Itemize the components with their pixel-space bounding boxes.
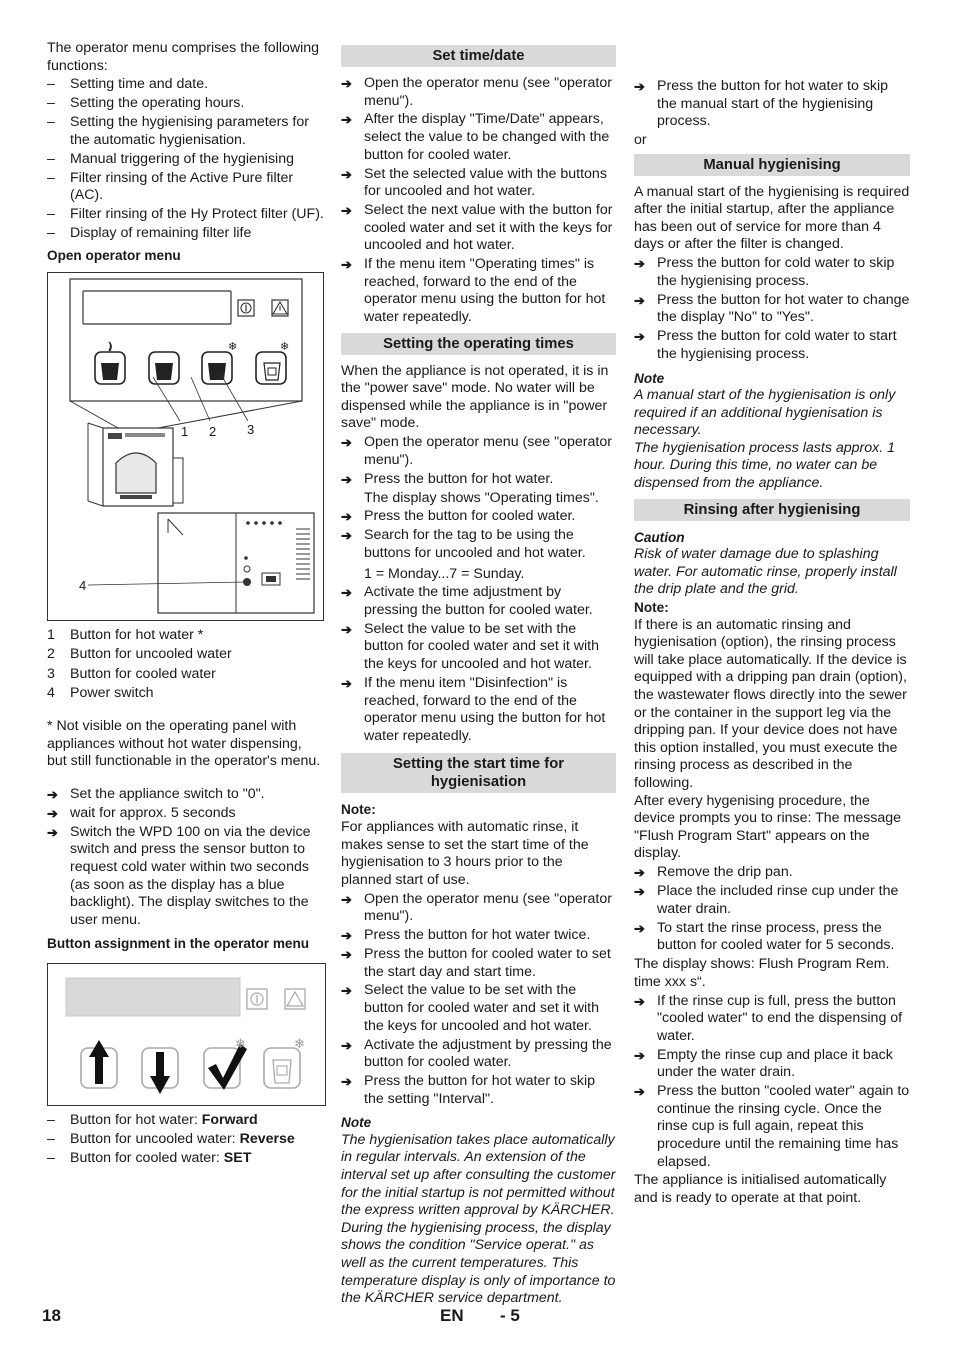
legend-item: 4 Power switch xyxy=(47,684,154,701)
step-item: ➔ Press the button for cooled water to set the start day and start time. xyxy=(341,946,616,981)
footnote: * Not visible on the operating panel with appliances without hot water dispensing, but still functionable in the operator's menu. xyxy=(47,717,321,770)
arrow-up-icon xyxy=(89,1040,109,1084)
step-item: ➔ Set the appliance switch to "0". xyxy=(47,786,324,804)
intro-text: The operator menu comprises the following functions: xyxy=(47,40,320,74)
step-item: ➔ Open the operator menu (see "operator menu"). xyxy=(341,75,616,110)
open-menu-heading: Open operator menu xyxy=(47,247,181,263)
section-heading-manual-hygienising: Manual hygienising xyxy=(634,154,910,176)
paragraph: If there is an automatic rinsing and hygienisation (option), the rinsing process will take place automatically. If the device is equipped with a dripping pan drain (option), the wastewater flows directly into the sewer or the container in the support leg via the dripping pan. If your device does not have this option installed, you must execute the rinsing process as described in the following. xyxy=(634,616,907,791)
step-item: ➔ Switch the WPD 100 on via the device switch and press the sensor button to request cold water within two seconds (as soon as the display has a blue backlight). The display switches to the user menu. xyxy=(47,824,324,930)
step-item: ➔ To start the rinse process, press the button for cooled water for 5 seconds. xyxy=(634,920,910,955)
list-item: – Setting the operating hours. xyxy=(47,95,324,113)
step-item: ➔ Activate the time adjustment by pressing the button for cooled water. xyxy=(341,584,616,619)
paragraph: When the appliance is not operated, it is in the "power save" mode. No water will be dispensed while the appliance is in "power save" mode. xyxy=(341,362,609,432)
step-item: ➔ Select the value to be set with the button for cooled water and set it with the keys for uncooled and hot water. xyxy=(341,621,616,674)
paragraph: The appliance is initialised automatically and is ready to operate at that point. xyxy=(634,1172,887,1206)
figure-legend xyxy=(47,627,324,702)
step-item: ➔ Press the button for hot water to skip the setting "Interval". xyxy=(341,1073,616,1108)
step-item: ➔ Select the value to be set with the button for cooled water and set it with the keys for uncooled and hot water. xyxy=(341,982,616,1035)
paragraph: After every hygenising procedure, the device prompts you to rinse: The message "Flush Program Start" appears on the display. xyxy=(634,792,902,862)
button-assignment-heading: Button assignment in the operator menu xyxy=(47,936,310,952)
note-text: The hygienisation takes place automatically in regular intervals. An extension of the interval set up after consulting the customer for the initial startup is not permitted without the express written approval by KÄRCHER. xyxy=(341,1131,616,1219)
or-text: or xyxy=(634,132,647,149)
operator-menu-buttons-figure xyxy=(47,963,326,1106)
svg-text:❄: ❄ xyxy=(280,340,290,354)
step-item: ➔ If the menu item "Operating times" is reached, forward to the end of the operator menu using the button for hot water repeatedly. xyxy=(341,256,616,326)
step-item: ➔ Open the operator menu (see "operator menu"). xyxy=(341,434,616,469)
list-item: – Filter rinsing of the Hy Protect filter (UF). xyxy=(47,206,324,224)
paragraph: A manual start of the hygienising is required after the initial startup, after the appliance has been out of service for more than 4 days or after the filter is changed. xyxy=(634,183,910,253)
note-text: A manual start of the hygienisation is only required if an additional hygienisation is necessary. xyxy=(634,387,896,439)
section-number: - 5 xyxy=(500,1306,520,1325)
step-item: ➔ If the rinse cup is full, press the button "cooled water" to end the dispensing of water. xyxy=(634,993,910,1046)
section-heading-set-time: Set time/date xyxy=(341,45,616,67)
callout-1: 1 xyxy=(181,424,189,440)
list-item: – Button for hot water: Forward xyxy=(47,1112,324,1130)
list-item: – Manual triggering of the hygienising xyxy=(47,151,324,169)
note-label: Note xyxy=(341,1115,372,1131)
step-item: ➔ If the menu item "Disinfection" is reached, forward to the end of the operator menu using the button for hot water repeatedly. xyxy=(341,675,616,745)
note-label: Note xyxy=(634,370,665,386)
operating-panel-figure xyxy=(47,272,324,621)
step-item: ➔ Press the button for hot water twice. xyxy=(341,927,616,945)
caution-text: Risk of water damage due to splashing water. For automatic rinse, properly install the drip plate and the grid. xyxy=(634,546,897,598)
paragraph: The display shows: Flush Program Rem. time xxx s“. xyxy=(634,956,890,990)
svg-text:❄: ❄ xyxy=(294,1036,305,1052)
callout-4: 4 xyxy=(79,578,87,594)
note-text: During the hygienising process, the display shows the condition "Service operat." as well as the current temperatures. This temperature display is only of importance to the KÄRCHER service department. xyxy=(341,1219,616,1307)
note-label: Note: xyxy=(341,802,376,818)
list-item: – Setting time and date. xyxy=(47,76,324,94)
step-result: The display shows "Operating times". xyxy=(364,489,599,506)
list-item: – Button for cooled water: SET xyxy=(47,1150,324,1168)
legend-item: 2 Button for uncooled water xyxy=(47,646,232,663)
callout-3: 3 xyxy=(247,422,255,438)
note-text: The hygienisation process lasts approx. 1 hour. During this time, no water can be dispensed from the appliance. xyxy=(634,439,896,492)
column-right xyxy=(634,40,910,1208)
step-item: ➔ Remove the drip pan. xyxy=(634,864,910,882)
paragraph: For appliances with automatic rinse, it makes sense to set the start time of the hygienisation to 3 hours prior to the planned start of use. xyxy=(341,818,589,888)
step-item: ➔ Place the included rinse cup under the water drain. xyxy=(634,883,910,918)
column-left xyxy=(47,40,324,1169)
step-item: ➔ Empty the rinse cup and place it back under the water drain. xyxy=(634,1047,910,1082)
functions-list xyxy=(47,76,324,242)
list-item: – Setting the hygienising parameters for the automatic hygienisation. xyxy=(47,114,324,149)
section-heading-rinsing: Rinsing after hygienising xyxy=(634,499,910,521)
list-item: – Display of remaining filter life xyxy=(47,225,324,243)
operator-buttons-illustration xyxy=(48,964,327,1107)
section-heading-start-time: Setting the start time for hygienisation xyxy=(341,753,616,793)
callout-2: 2 xyxy=(209,424,217,440)
step-item: ➔ Open the operator menu (see "operator menu"). xyxy=(341,891,616,926)
step-item: ➔ Select the next value with the button for cooled water and set it with the keys for uncooled and hot water. xyxy=(341,202,616,255)
operating-panel-illustration xyxy=(48,273,325,622)
column-middle xyxy=(341,40,616,1308)
step-item: ➔ Press the button for cold water to skip the hygienising process. xyxy=(634,255,910,290)
step-item: ➔ Activate the adjustment by pressing the button for cooled water. xyxy=(341,1037,616,1072)
step-item: ➔ Press the button for hot water. xyxy=(341,471,616,489)
step-item: ➔ Press the button for hot water to change the display "No" to "Yes". xyxy=(634,292,910,327)
step-item: ➔ After the display "Time/Date" appears, select the value to be changed with the button for cooled water. xyxy=(341,111,616,164)
legend-item: 1 Button for hot water * xyxy=(47,627,204,644)
step-item: ➔ Press the button for hot water to skip the manual start of the hygienising process. xyxy=(634,78,910,131)
step-item: ➔ Press the button for cooled water. xyxy=(341,508,616,526)
language-code: EN xyxy=(440,1306,464,1325)
step-item: ➔ Press the button for cold water to start the hygienising process. xyxy=(634,328,910,363)
list-item: – Button for uncooled water: Reverse xyxy=(47,1131,324,1149)
step-item: ➔ wait for approx. 5 seconds xyxy=(47,805,324,823)
step-result: 1 = Monday...7 = Sunday. xyxy=(364,565,525,582)
caution-label: Caution xyxy=(634,529,685,545)
svg-text:❄: ❄ xyxy=(228,340,238,354)
step-item: ➔ Press the button "cooled water" again to continue the rinsing cycle. Once the rinse cup is full again, repeat this procedure until the remaining time has elapsed. xyxy=(634,1083,910,1171)
step-item: ➔ Set the selected value with the buttons for uncooled and hot water. xyxy=(341,166,616,201)
step-item: ➔ Search for the tag to be using the buttons for uncooled and hot water. xyxy=(341,527,616,562)
note-label: Note: xyxy=(634,600,669,616)
page-number: 18 xyxy=(42,1306,61,1325)
legend-item: 3 Button for cooled water xyxy=(47,665,216,682)
svg-text:❄: ❄ xyxy=(235,1036,246,1052)
section-heading-operating-times: Setting the operating times xyxy=(341,333,616,355)
list-item: – Filter rinsing of the Active Pure filter (AC). xyxy=(47,170,324,205)
